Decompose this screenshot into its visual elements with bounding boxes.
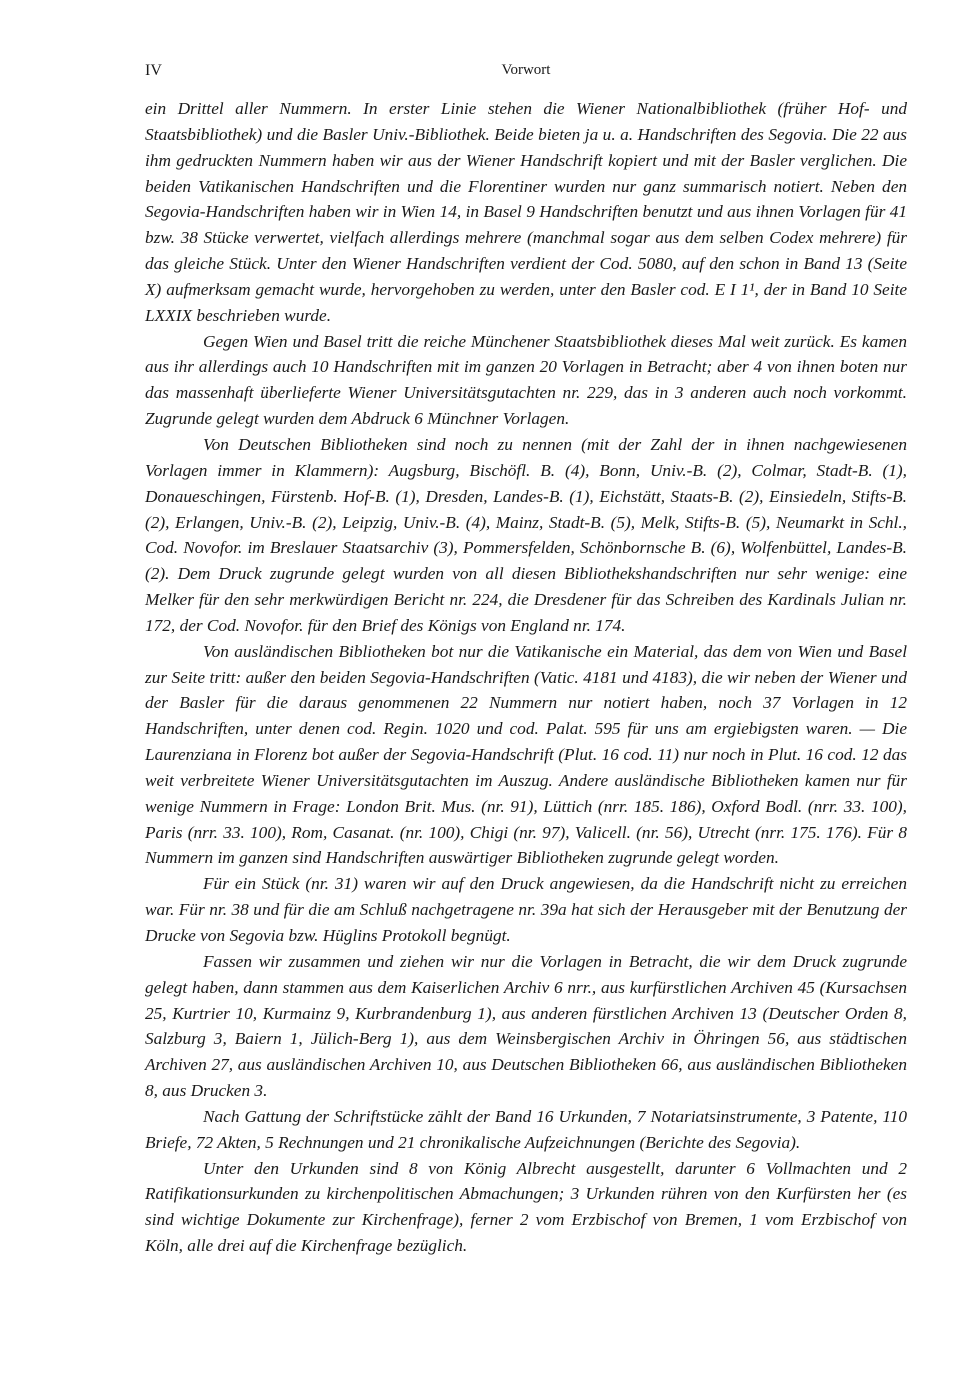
paragraph-4: Von ausländischen Bibliotheken bot nur die Vatikanische ein Material, das dem von Wien und Basel zur Seite tritt: außer den beiden Segovia-Handschriften (Vatic. 4181 und 4183), die wir neben der Wiener und der Basler für die daraus genommenen 22 Nummern nur notiert haben, noch 37 Vorlagen in 12 Handschriften, unter denen cod. Regin. 1020 und cod. Palat. 595 für uns am ergiebigsten waren. — Die Laurenziana in Florenz bot außer der Segovia-Handschrift (Plut. 16 cod. 11) nur noch in Plut. 16 cod. 12 das weit verbreitete Wiener Universitätsgutachten im Auszug. Andere ausländische Bibliotheken kamen nur für wenige Nummern in Frage: London Brit. Mus. (nr. 91), Lüttich (nrr. 185. 186), Oxford Bodl. (nrr. 33. 100), Paris (nrr. 33. 100), Rom, Casanat. (nr. 100), Chigi (nr. 97), Valicell. (nr. 56), Utrecht (nrr. 175. 176). Für 8 Nummern im ganzen sind Handschriften auswärtiger Bibliotheken zugrunde gelegt worden. xyxy=(145,641,907,868)
body-text xyxy=(145,96,907,1259)
paragraph-5: Für ein Stück (nr. 31) waren wir auf den Druck angewiesen, da die Handschrift nicht zu erreichen war. Für nr. 38 und für die am Schluß nachgetragene nr. 39a hat sich der Herausgeber mit der Benutzung der Drucke von Segovia bzw. Hüglins Protokoll begnügt. xyxy=(145,874,907,945)
paragraph-3: Von Deutschen Bibliotheken sind noch zu nennen (mit der Zahl der in ihnen nachgewiesenen Vorlagen immer in Klammern): Augsburg, Bischöfl. B. (4), Bonn, Univ.-B. (2), Colmar, Stadt-B. (1), Donaueschingen, Fürstenb. Hof-B. (1), Dresden, Landes-B. (1), Eichstätt, Staats-B. (2), Einsiedeln, Stifts-B. (2), Erlangen, Univ.-B. (2), Leipzig, Univ.-B. (4), Mainz, Stadt-B. (5), Melk, Stifts-B. (5), Neumarkt in Schl., Cod. Novofor. im Breslauer Staatsarchiv (3), Pommersfelden, Schönbornsche B. (6), Wolfenbüttel, Landes-B. (2). Dem Druck zugrunde gelegt wurden von all diesen Bibliothekshandschriften nur sehr wenige: eine Melker für den sehr merkwürdigen Bericht nr. 224, die Dresdener für das Schreiben des Kardinals Julian nr. 172, der Cod. Novofor. für den Brief des Königs von England nr. 174. xyxy=(145,434,907,635)
page-number: IV xyxy=(145,62,162,79)
running-title: Vorwort xyxy=(501,62,551,78)
paragraph-7: Nach Gattung der Schriftstücke zählt der Band 16 Urkunden, 7 Notariatsinstrumente, 3 Patente, 110 Briefe, 72 Akten, 5 Rechnungen und 21 chronikalische Aufzeichnungen (Berichte des Segovia). xyxy=(145,1106,907,1152)
paragraph-1: ein Drittel aller Nummern. In erster Linie stehen die Wiener Nationalbibliothek (früher Hof- und Staatsbibliothek) und die Basler Univ.-Bibliothek. Beide bieten ja u. a. Handschriften des Segovia. Die 22 aus ihm gedruckten Nummern haben wir aus der Wiener Handschrift kopiert und mit der Basler verglichen. Die beiden Vatikanischen Handschriften und die Florentiner wurden nur ganz summarisch notiert. Neben den Segovia-Handschriften haben wir in Wien 14, in Basel 9 Handschriften benutzt und aus ihnen Vorlagen für 41 bzw. 38 Stücke verwertet, vielfach allerdings mehrere (manchmal sogar aus dem selben Codex mehrere) für das gleiche Stück. Unter den Wiener Handschriften verdient der Cod. 5080, auf den schon in Band 13 (Seite X) aufmerksam gemacht wurde, hervorgehoben zu werden, unter den Basler cod. E I 1¹, der in Band 10 Seite LXXIX beschrieben wurde. xyxy=(145,99,907,325)
page-header xyxy=(145,62,907,86)
paragraph-6: Fassen wir zusammen und ziehen wir nur die Vorlagen in Betracht, die wir dem Druck zugrunde gelegt haben, dann stammen aus dem Kaiserlichen Archiv 6 nrr., aus kurfürstlichen Archiven 45 (Kursachsen 25, Kurtrier 10, Kurmainz 9, Kurbrandenburg 1), aus anderen fürstlichen Archiven 13 (Deutscher Orden 8, Salzburg 3, Baiern 1, Jülich-Berg 1), aus dem Weinsbergischen Archiv in Öhringen 56, aus städtischen Archiven 27, aus ausländischen Archiven 10, aus Deutschen Bibliotheken 66, aus ausländischen Bibliotheken 8, aus Drucken 3. xyxy=(145,951,907,1101)
paragraph-8: Unter den Urkunden sind 8 von König Albrecht ausgestellt, darunter 6 Vollmachten und 2 Ratifikationsurkunden zu kirchenpolitischen Abmachungen; 3 Urkunden rühren von den Kurfürsten her (es sind wichtige Dokumente zur Kirchenfrage), ferner 2 vom Erzbischof von Bremen, 1 vom Erzbischof von Köln, alle drei auf die Kirchenfrage bezüglich. xyxy=(145,1158,907,1256)
paragraph-2: Gegen Wien und Basel tritt die reiche Münchener Staatsbibliothek dieses Mal weit zurück. Es kamen aus ihr allerdings auch 10 Handschriften mit im ganzen 20 Vorlagen in Betracht; aber 4 von ihnen boten nur das massenhaft überlieferte Wiener Universitätsgutachten nr. 229, das in 3 anderen auch noch vorkommt. Zugrunde gelegt wurden dem Abdruck 6 Münchner Vorlagen. xyxy=(145,331,907,429)
